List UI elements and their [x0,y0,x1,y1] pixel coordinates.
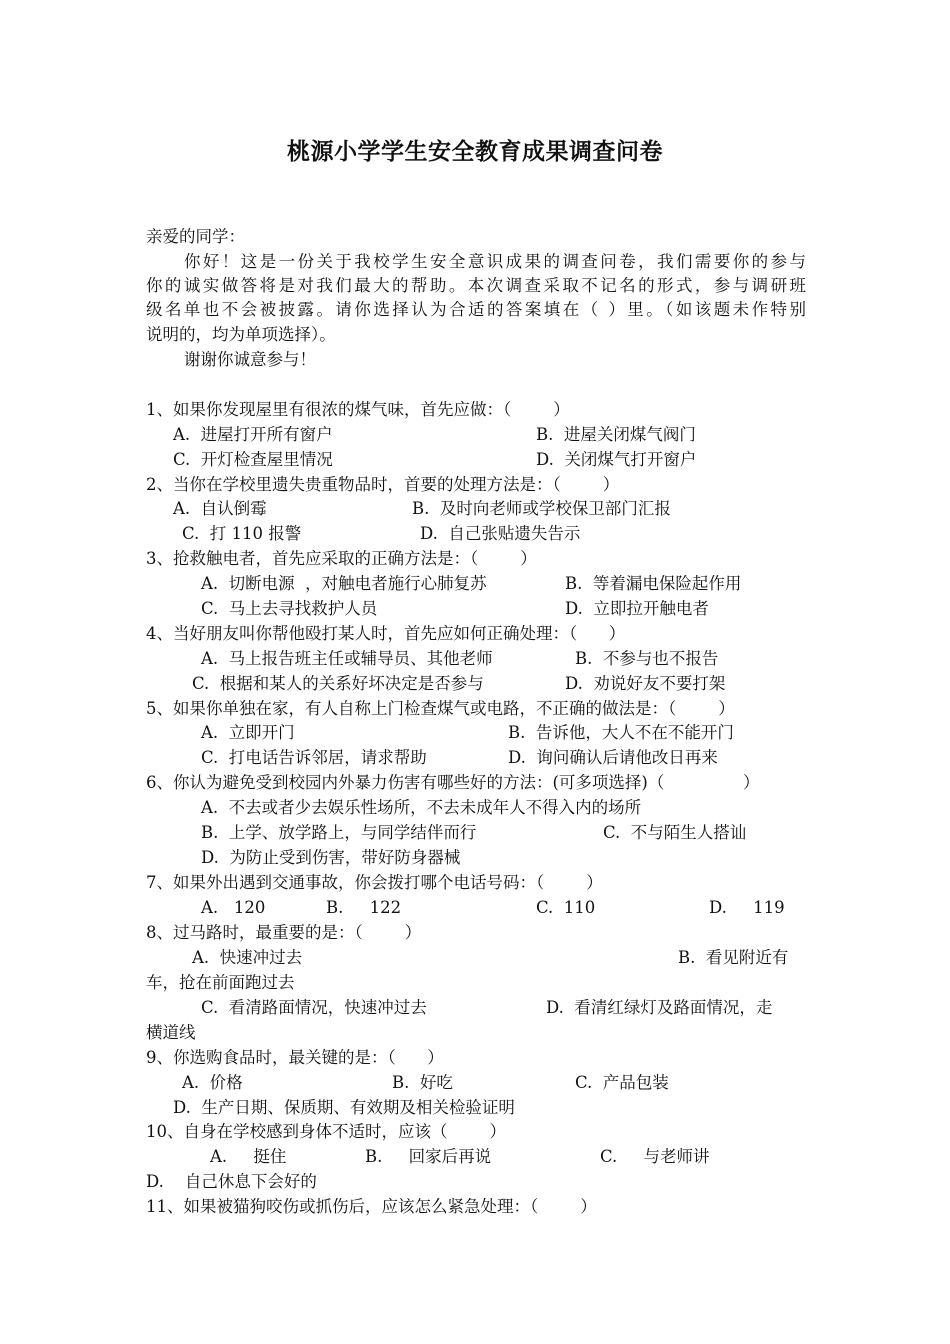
thanks-line: 谢谢你诚意参与！ [184,350,316,369]
q7-option-b: B. 122 [326,898,402,917]
q6-option-a: A. 不去或者少去娱乐性场所，不去未成年人不得入内的场所 [201,798,642,817]
q4-option-b: B. 不参与也不报告 [575,649,719,668]
question-6: 6、你认为避免受到校园内外暴力伤害有哪些好的方法：(可多项选择)（ ） [146,773,760,792]
q9-option-b: B. 好吃 [392,1073,453,1092]
q5-option-d: D. 询问确认后请他改日再来 [508,748,718,767]
q8-option-b: B. 看见附近有 [678,948,789,967]
q7-option-a: A. 120 [201,898,266,917]
q10-option-b: B. 回家后再说 [365,1147,492,1166]
intro-line-3: 级名单也不会被披露。请你选择认为合适的答案填在（ ）里。（如该题未作特别 [146,300,806,319]
q3-option-b: B. 等着漏电保险起作用 [565,574,742,593]
q3-option-a: A. 切断电源 ，对触电者施行心肺复苏 [201,574,487,593]
q8-option-a: A. 快速冲过去 [192,948,303,967]
q1-option-d: D. 关闭煤气打开窗户 [536,450,697,469]
q6-option-c: C. 不与陌生人搭讪 [603,823,747,842]
q8-option-c: C. 看清路面情况，快速冲过去 [201,998,427,1017]
q5-option-c: C. 打电话告诉邻居，请求帮助 [201,748,427,767]
q8-option-b-continued: 车，抢在前面跑过去 [146,973,295,992]
q4-option-c: C. 根据和某人的关系好坏决定是否参与 [192,674,484,693]
question-10: 10、自身在学校感到身体不适时，应该（ ） [146,1122,506,1141]
q10-option-d: D. 自己休息下会好的 [146,1172,317,1191]
intro-line-4: 说明的，均为单项选择）。 [146,325,336,344]
q4-option-a: A. 马上报告班主任或辅导员、其他老师 [201,649,493,668]
q7-option-d: D. 119 [709,898,785,917]
question-8: 8、过马路时，最重要的是：（ ） [146,923,422,942]
q2-option-b: B. 及时向老师或学校保卫部门汇报 [412,499,671,518]
q9-option-c: C. 产品包装 [575,1073,669,1092]
question-3: 3、抢救触电者，首先应采取的正确方法是：（ ） [146,549,537,568]
q8-option-d: D. 看清红绿灯及路面情况，走 [546,998,773,1017]
intro-line-2: 你的诚实做答将是对我们最大的帮助。本次调查采取不记名的形式，参与调研班 [146,276,806,295]
q8-option-d-continued: 横道线 [146,1023,196,1042]
q7-option-c: C. 110 [536,898,596,917]
question-7: 7、如果外出遇到交通事故，你会拨打哪个电话号码：（ ） [146,873,603,892]
q10-option-a: A. 挺住 [210,1147,287,1166]
question-4: 4、当好朋友叫你帮他殴打某人时，首先应如何正确处理：（ ） [146,624,626,643]
question-9: 9、你选购食品时，最关键的是：（ ） [146,1048,444,1067]
q6-option-b: B. 上学、放学路上，与同学结伴而行 [201,823,477,842]
greeting: 亲爱的同学： [146,227,245,246]
q6-option-d: D. 为防止受到伤害，带好防身器械 [201,848,461,867]
q2-option-c: C. 打 110 报警 [182,524,302,543]
q10-option-c: C. 与老师讲 [600,1147,710,1166]
question-5: 5、如果你单独在家，有人自称上门检查煤气或电路，不正确的做法是：（ ） [146,699,735,718]
question-2: 2、当你在学校里遗失贵重物品时，首要的处理方法是：（ ） [146,475,620,494]
intro-line-1: 你好！这是一份关于我校学生安全意识成果的调查问卷，我们需要你的参与 [184,252,806,271]
q9-option-a: A. 价格 [182,1073,243,1092]
q3-option-d: D. 立即拉开触电者 [565,599,709,618]
q2-option-a: A. 自认倒霉 [173,499,267,518]
question-11: 11、如果被猫狗咬伤或抓伤后，应该怎么紧急处理：（ ） [146,1197,597,1216]
q1-option-b: B. 进屋关闭煤气阀门 [536,425,696,444]
q9-option-d: D. 生产日期、保质期、有效期及相关检验证明 [173,1098,515,1117]
q1-option-c: C. 开灯检查屋里情况 [173,450,333,469]
question-1: 1、如果你发现屋里有很浓的煤气味，首先应做：（ ） [146,400,570,419]
q5-option-b: B. 告诉他，大人不在不能开门 [508,723,734,742]
page-title: 桃源小学学生安全教育成果调查问卷 [287,139,663,165]
q2-option-d: D. 自己张贴遗失告示 [420,524,581,543]
q1-option-a: A. 进屋打开所有窗户 [173,425,333,444]
q4-option-d: D. 劝说好友不要打架 [565,674,726,693]
q5-option-a: A. 立即开门 [201,723,295,742]
q3-option-c: C. 马上去寻找救护人员 [201,599,378,618]
